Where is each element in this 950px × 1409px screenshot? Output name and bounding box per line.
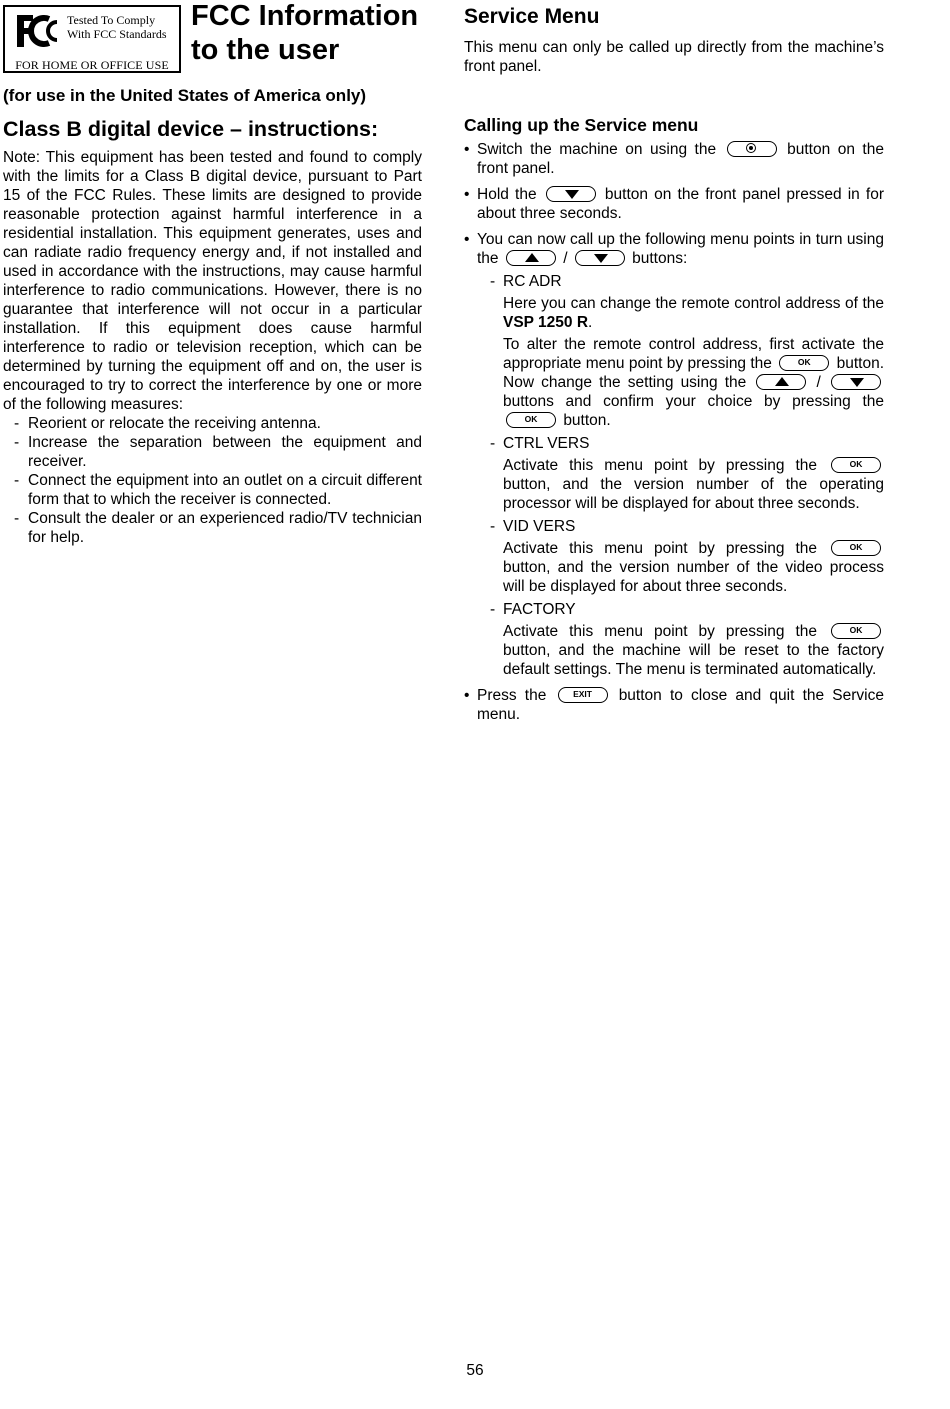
- up-button-icon: [506, 250, 556, 266]
- fcc-title-line1: FCC Information: [191, 0, 419, 32]
- menu-point-description: [503, 456, 884, 513]
- step-text: You can now call up the following menu points in turn using the: [477, 231, 884, 267]
- model-name: VSP 1250 R: [503, 314, 589, 331]
- description-text: button, and the version number of the operating processor will be displayed for about three seconds.: [503, 476, 884, 512]
- menu-point-description: [503, 294, 884, 332]
- menu-point-ctrl-vers: - CTRL VERS Activate this menu point by pressing the OK button, and the version number of the operating processor will be displayed for about three seconds.: [477, 434, 884, 513]
- fcc-tested-line1: Tested To Comply: [67, 13, 156, 27]
- fcc-tested-label: [67, 13, 167, 41]
- fcc-note-block: [3, 148, 422, 547]
- step-exit: [464, 686, 884, 724]
- service-menu-title: Service Menu: [464, 5, 600, 28]
- menu-point-name: CTRL VERS: [503, 435, 590, 452]
- description-text: Activate this menu point by pressing the: [503, 623, 818, 640]
- menu-point-rc-adr: - RC ADR Here you can change the remote control address of the VSP 1250 R. To alter the remote control address, first activate the appropriate menu point by pressing the OK button. Now change the setting using the / buttons and confirm your choice by pressing the OK button.: [477, 272, 884, 430]
- description-text: button, and the machine will be reset to the factory default settings. The menu is terminated automatically.: [503, 642, 884, 678]
- ok-button-icon: [831, 457, 881, 473]
- list-item: - Consult the dealer or an experienced radio/TV technician for help.: [3, 509, 422, 547]
- list-item: - Reorient or relocate the receiving antenna.: [3, 414, 422, 433]
- menu-point-description: [503, 539, 884, 596]
- step-menu-points: [464, 230, 884, 679]
- description-text: Activate this menu point by pressing the: [503, 457, 818, 474]
- fcc-info-title: [191, 0, 418, 67]
- instruction-text: To alter the remote control address, first activate the appropriate menu point by pressing the: [503, 336, 884, 372]
- service-steps: [464, 140, 884, 731]
- power-button-icon: [727, 141, 777, 157]
- fcc-home-office-label: FOR HOME OR OFFICE USE: [15, 58, 169, 72]
- menu-point-name: RC ADR: [503, 273, 562, 290]
- step-text: button on the front panel pressed in for about three seconds.: [477, 186, 885, 222]
- calling-service-menu-heading: Calling up the Service menu: [464, 115, 699, 135]
- list-item: - Connect the equipment into an outlet on a circuit different form that to which the receiver is connected.: [3, 471, 422, 509]
- down-button-icon: [575, 250, 625, 266]
- fcc-logo-icon: [15, 13, 59, 49]
- description-text: Here you can change the remote control address of the: [503, 295, 884, 312]
- class-b-heading: Class B digital device – instructions:: [3, 117, 379, 141]
- page-number: 56: [466, 1362, 484, 1379]
- instruction-text: buttons and confirm your choice by pressing the: [503, 393, 884, 410]
- ok-button-icon: [831, 540, 881, 556]
- fcc-note-paragraph: Note: This equipment has been tested and found to comply with the limits for a Class B digital device, pursuant to Part 15 of the FCC Rules. These limits are designed to provide reasonable protection against harmful interference in a residential installation. This equipment generates, uses and can radiate radio frequency energy and, if not installed and used in accordance with the instructions, may cause harmful interference to radio communications. However, there is no guarantee that interference will not occur in a particular installation. If this equipment does cause harmful interference to radio or television reception, which can be determined by turning the equipment off and on, the user is encouraged to try to correct the interference by one or more of the following measures:: [3, 149, 422, 413]
- measures-list: [3, 414, 422, 547]
- instruction-text: button.: [563, 412, 611, 429]
- instruction-text: button. Now change the setting using the: [503, 355, 884, 391]
- description-text: .: [588, 314, 593, 331]
- menu-point-instructions: [503, 335, 884, 430]
- step-text: buttons:: [632, 250, 688, 267]
- step-text: button to close and quit the Service menu.: [477, 687, 884, 723]
- description-text: Activate this menu point by pressing the: [503, 540, 818, 557]
- fcc-compliance-logo: [3, 5, 181, 73]
- usa-only-subtitle: (for use in the United States of America only): [3, 86, 367, 105]
- step-text: Press the: [477, 687, 547, 704]
- slash: /: [816, 374, 821, 391]
- down-button-icon: [831, 374, 881, 390]
- description-text: button, and the version number of the video process will be displayed for about three seconds.: [503, 559, 884, 595]
- up-button-icon: [756, 374, 806, 390]
- menu-point-name: VID VERS: [503, 518, 576, 535]
- menu-point-description: [503, 622, 884, 679]
- service-menu-intro: This menu can only be called up directly from the machine’s front panel.: [464, 39, 884, 75]
- ok-button-icon: [779, 355, 829, 371]
- step-text: button on the front panel.: [477, 141, 884, 177]
- menu-point-name: FACTORY: [503, 601, 576, 618]
- step-text: Hold the: [477, 186, 537, 203]
- step-text: Switch the machine on using the: [477, 141, 717, 158]
- fcc-title-line2: to the user: [191, 34, 340, 66]
- step-switch-on: [464, 140, 884, 178]
- down-button-icon: [546, 186, 596, 202]
- fcc-tested-line2: With FCC Standards: [67, 27, 167, 41]
- list-item: - Increase the separation between the equipment and receiver.: [3, 433, 422, 471]
- ok-button-icon: [831, 623, 881, 639]
- step-hold-down: [464, 185, 884, 223]
- ok-button-icon: [506, 412, 556, 428]
- menu-point-vid-vers: - VID VERS Activate this menu point by pressing the OK button, and the version number of the video process will be displayed for about three seconds.: [477, 517, 884, 596]
- slash: /: [563, 250, 568, 267]
- menu-point-factory: - FACTORY Activate this menu point by pressing the OK button, and the machine will be reset to the factory default settings. The menu is terminated automatically.: [477, 600, 884, 679]
- exit-button-icon: [558, 687, 608, 703]
